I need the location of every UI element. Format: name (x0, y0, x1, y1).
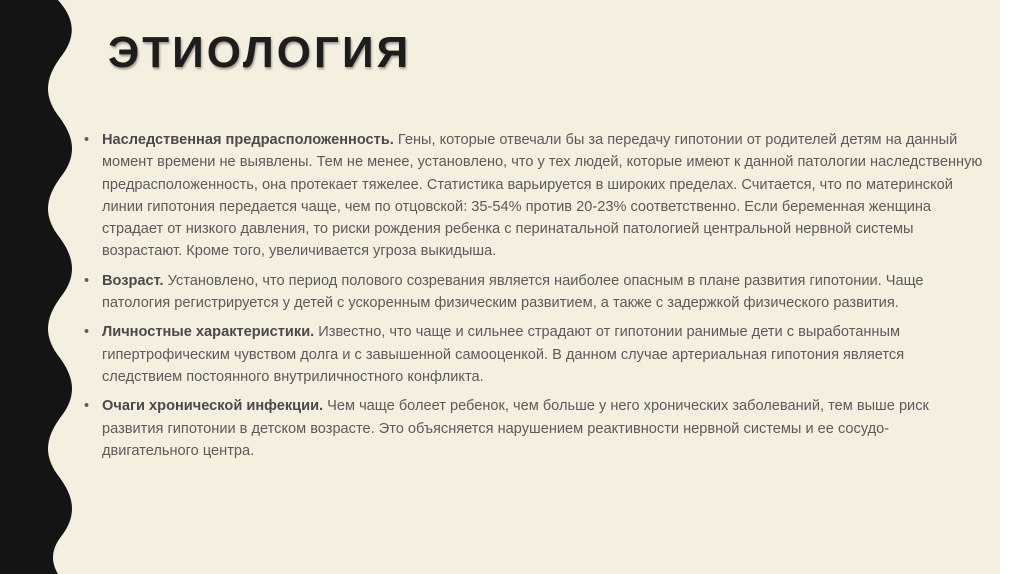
list-item (84, 129, 984, 263)
item-heading: Возраст. (102, 272, 164, 289)
item-text: Чем чаще болеет ребенок, чем больше у него хронических заболеваний, тем выше риск развития гипотонии в детском возрасте. Это объясняется нарушением реактивности нервной системы и ее сосудо-двигательного центра. (102, 398, 929, 459)
bullet-icon: • (84, 272, 90, 289)
item-heading: Наследственная предрасположенность. (102, 132, 394, 148)
item-heading: Личностные характеристики. (102, 324, 315, 341)
bullet-list (84, 129, 984, 469)
wavy-band-shape (0, 0, 72, 574)
bullet-icon: • (84, 324, 90, 341)
bullet-icon: • (84, 132, 90, 148)
slide-title: ЭТИОЛОГИЯ (108, 28, 412, 77)
list-item (84, 395, 984, 462)
list-item (84, 270, 984, 315)
bullet-icon: • (84, 398, 90, 415)
item-text: Установлено, что период полового созревания является наиболее опасным в плане развития гипотонии. Чаще патология регистрируется у детей с ускоренным физическим развитием, а также с задержкой физического развития. (102, 272, 924, 312)
list-item (84, 321, 984, 388)
decorative-wavy-band (0, 0, 80, 574)
item-text: Гены, которые отвечали бы за передачу гипотонии от родителей детям на данный момент времени не выявлены. Тем не менее, установлено, что у тех людей, которые имеют к данной патологии наследственную предрасположенность, она протекает тяжелее. Статистика варьируется в широких пределах. Считается, что по материнской линии гипотония передается чаще, чем по отцовской: 35-54% против 20-23% соответственно. Если беременная женщина страдает от низкого давления, то риски рождения ребенка с перинатальной патологией центральной нервной системы возрастают. Кроме того, увеличивается угроза выкидыша. (102, 132, 983, 260)
item-heading: Очаги хронической инфекции. (102, 398, 324, 415)
item-text: Известно, что чаще и сильнее страдают от гипотонии ранимые дети с выработанным гипертрофическим чувством долга и с завышенной самооценкой. В данном случае артериальная гипотония является следствием постоянного внутриличностного конфликта. (102, 324, 905, 385)
right-margin (1000, 0, 1024, 574)
